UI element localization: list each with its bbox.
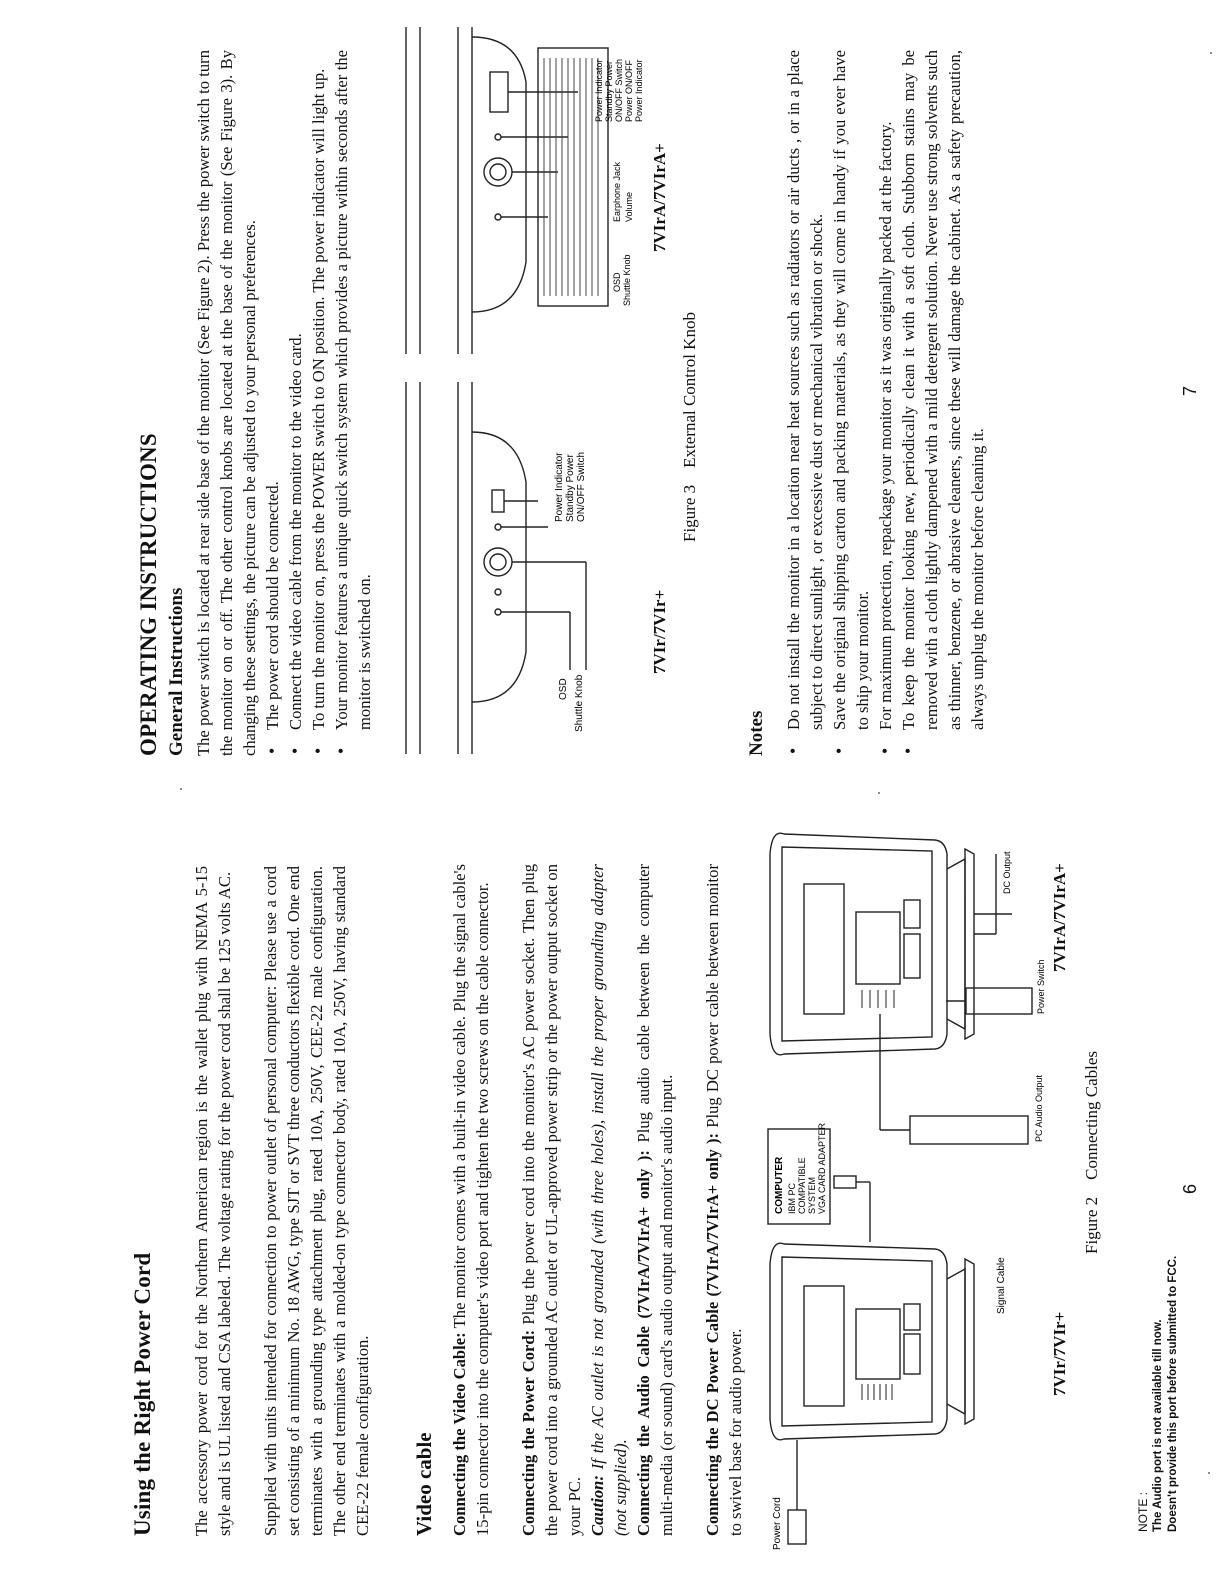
figure-2-number: Figure 2 xyxy=(1082,1196,1101,1254)
fig3-right-label-power-indicator: Power Indicator xyxy=(594,59,604,122)
monitor-left-rear-view xyxy=(770,1243,974,1440)
connect-video-cable-text: The monitor comes with a built-in video cable. Plug the signal cable's 15-pin connector into the computer's video port and tighten the two screws on the cable connector. xyxy=(450,864,492,1536)
figure-2-title: Connecting Cables xyxy=(1082,1050,1101,1180)
fig3-right-label-shuttle-knob: Shuttle Knob xyxy=(622,254,632,306)
connect-audio-cable-title: Connecting the Audio Cable (7VIrA/7VIrA+ only ): xyxy=(634,1150,653,1536)
fig3-left-label-shuttle-knob: Shuttle Knob xyxy=(574,674,585,732)
connect-power-cord-text: Plug the power cord into the monitor's AC power socket. Then plug the power cord into a grounded AC outlet or UL-approved power strip or the power output socket on your PC. xyxy=(519,864,584,1536)
fig2-computer-line-3: SYSTEM xyxy=(807,1176,817,1214)
general-instructions-heading: General Instructions xyxy=(166,587,187,756)
fig2-label-power-switch: Power Switch xyxy=(1036,959,1046,1014)
power-cord-heading: Using the Right Power Cord xyxy=(130,1252,155,1536)
caution-text: If the AC outlet is not grounded (with three holes), install the proper grounding adapter (not supplied). xyxy=(588,864,630,1536)
page-number-6: 6 xyxy=(1180,1183,1200,1194)
power-cord-paragraph-2: Supplied with units intended for connection to power outlet of personal computer: Please use a cord set consisting of a minimum No. 18 AWG, type SJT or SVT three conductors flexible cord. One end terminates with a grounding type attachment plug, rated 10A, 250V, CEE-22 male configuration. The other end terminates with a molded-on type connector body, rated 10A, 250V, having standard CEE-22 female configuration. xyxy=(261,866,372,1536)
figure-2-connecting-cables xyxy=(760,814,1050,1554)
fig3-right-label-earphone-jack: Earphone Jack xyxy=(612,161,622,222)
fig3-right-label-volume: Volume xyxy=(624,191,634,222)
fig3-model-left: 7VIr/7VIr+ xyxy=(650,589,669,674)
scan-speck xyxy=(180,788,182,790)
pc-audio-output-box xyxy=(880,988,1032,1144)
fig3-right-label-power-indicator-2: Power Indicator xyxy=(634,59,644,122)
figure-3-external-control-knob xyxy=(398,22,648,762)
notes-bullet: • For maximum protection, repackage your monitor as it was originally packed at the factory. xyxy=(874,50,897,756)
operating-instructions-heading: OPERATING INSTRUCTIONS xyxy=(136,433,161,756)
note-line-2: Doesn't provide this port before submitted to FCC. xyxy=(1167,1255,1179,1532)
base-right-grille xyxy=(544,58,598,296)
general-bullet: • The power cord should be connected. xyxy=(261,50,284,756)
general-bullet: • Your monitor features a unique quick switch system which provides a picture within seconds after the monitor is switched on. xyxy=(330,50,376,756)
fig3-left-label-osd: OSD xyxy=(558,678,569,700)
fig2-label-computer: COMPUTER xyxy=(774,1156,785,1214)
monitor-right-rear-view xyxy=(770,833,1012,1055)
connect-audio-cable-text: Plug audio cable between the computer multi-media (or sound) card's audio output and monitor's audio input. xyxy=(634,864,676,1536)
fig3-model-right: 7VIrA/7VIrA+ xyxy=(650,143,669,252)
connect-power-cord-title: Connecting the Power Cord: xyxy=(519,1329,538,1536)
fig3-right-label-power-on-off: Power ON/OFF xyxy=(624,59,634,122)
figure-3-number: Figure 3 xyxy=(680,484,699,542)
connect-dc-cable-text: Plug DC power cable between monitor to swivel base for audio power. xyxy=(703,864,745,1536)
fig3-left-label-standby-power: Standby Power xyxy=(565,454,576,522)
connect-video-cable-title: Connecting the Video Cable: xyxy=(450,1332,469,1536)
audio-port-note xyxy=(1136,1072,1181,1532)
fig2-label-signal-cable: Signal Cable xyxy=(996,1257,1007,1314)
fig3-left-label-on-off-switch: ON/OFF Switch xyxy=(576,451,587,522)
scan-speck xyxy=(878,792,880,794)
connect-video-cable-paragraph xyxy=(448,864,494,1536)
caution-title: Caution: xyxy=(588,1475,607,1536)
fig3-left-label-power-indicator: Power Indicator xyxy=(554,452,565,522)
fig3-right-label-on-off-switch: ON/OFF Switch xyxy=(614,58,624,122)
notes-bullet: • Do not install the monitor in a location near heat sources such as radiators or air ducts , or in a place subject to direct sunlight , or excessive dust or mechanical vibration or shock. xyxy=(782,50,828,756)
figure-3-caption xyxy=(680,312,700,542)
fig2-label-pc-audio-output: PC Audio Output xyxy=(1034,1074,1044,1142)
notes-list xyxy=(782,50,989,756)
fig2-computer-line-1: IBM PC xyxy=(787,1182,797,1214)
fig2-model-left: 7VIr/7VIr+ xyxy=(1050,1311,1069,1396)
general-instructions-paragraph: The power switch is located at rear side base of the monitor (See Figure 2). Press the power switch to turn the monitor on or off. The other control knobs are located at the base of the monitor (See Figure 3). By changing these settings, the picture can be adjusted to your personal preferences. xyxy=(194,50,259,756)
notes-bullet: • To keep the monitor looking new, periodically clean it with a soft cloth. Stubborn stains may be removed with a cloth lightly dampened with a mild detergent solution. Never use strong solvents such as thinner, benzene, or abrasive cleaners, since these will damage the cabinet. As a safety precaution, always unplug the monitor before cleaning it. xyxy=(897,50,989,756)
connect-audio-cable-paragraph xyxy=(632,864,678,1536)
fig2-computer-line-2: COMPATIBLE xyxy=(797,1157,807,1214)
page-number-7: 7 xyxy=(1180,385,1200,396)
fig2-model-right: 7VIrA/7VIrA+ xyxy=(1050,863,1069,972)
fig3-right-label-standby-power: Standby Power xyxy=(604,60,614,122)
general-bullet: • To turn the monitor on, press the POWER switch to ON position. The power indicator will light up. xyxy=(307,50,330,756)
fig2-label-power-cord: Power Cord xyxy=(772,1497,783,1550)
fig2-label-dc-output: DC Output xyxy=(1002,851,1012,894)
scan-speck xyxy=(1208,1472,1210,1474)
connect-dc-cable-paragraph xyxy=(701,864,747,1536)
video-cable-heading: Video cable xyxy=(412,1432,436,1536)
general-instructions-list xyxy=(261,50,376,756)
note-title: NOTE : xyxy=(1136,1491,1150,1532)
figure-2-caption xyxy=(1082,1051,1102,1254)
figure-3-title: External Control Knob xyxy=(680,312,699,468)
general-bullet: • Connect the video cable from the monitor to the video card. xyxy=(284,50,307,756)
fig3-right-label-osd: OSD xyxy=(612,272,622,292)
notes-bullet: • Save the original shipping carton and packing materials, as they will come in handy if you ever have to ship your monitor. xyxy=(828,50,874,756)
page-6 xyxy=(0,792,1224,1584)
notes-heading: Notes xyxy=(746,710,767,756)
power-cord-paragraph-1: The accessory power cord for the Northern American region is the wallet plug with NEMA 5-15 style and is UL listed and CSA labeled. The voltage rating for the power cord shall be 125 volts AC. xyxy=(192,866,234,1536)
note-line-1: The Audio port is not available till now. xyxy=(1152,1319,1164,1532)
base-right-front-view xyxy=(406,27,608,354)
fig2-computer-line-4: VGA CARD ADAPTER xyxy=(817,1122,827,1214)
connect-power-cord-paragraph xyxy=(517,864,586,1536)
caution-paragraph xyxy=(586,864,632,1536)
connect-dc-cable-title: Connecting the DC Power Cable (7VIrA/7VIrA+ only ): xyxy=(703,1132,722,1536)
scan-speck xyxy=(1210,52,1212,54)
